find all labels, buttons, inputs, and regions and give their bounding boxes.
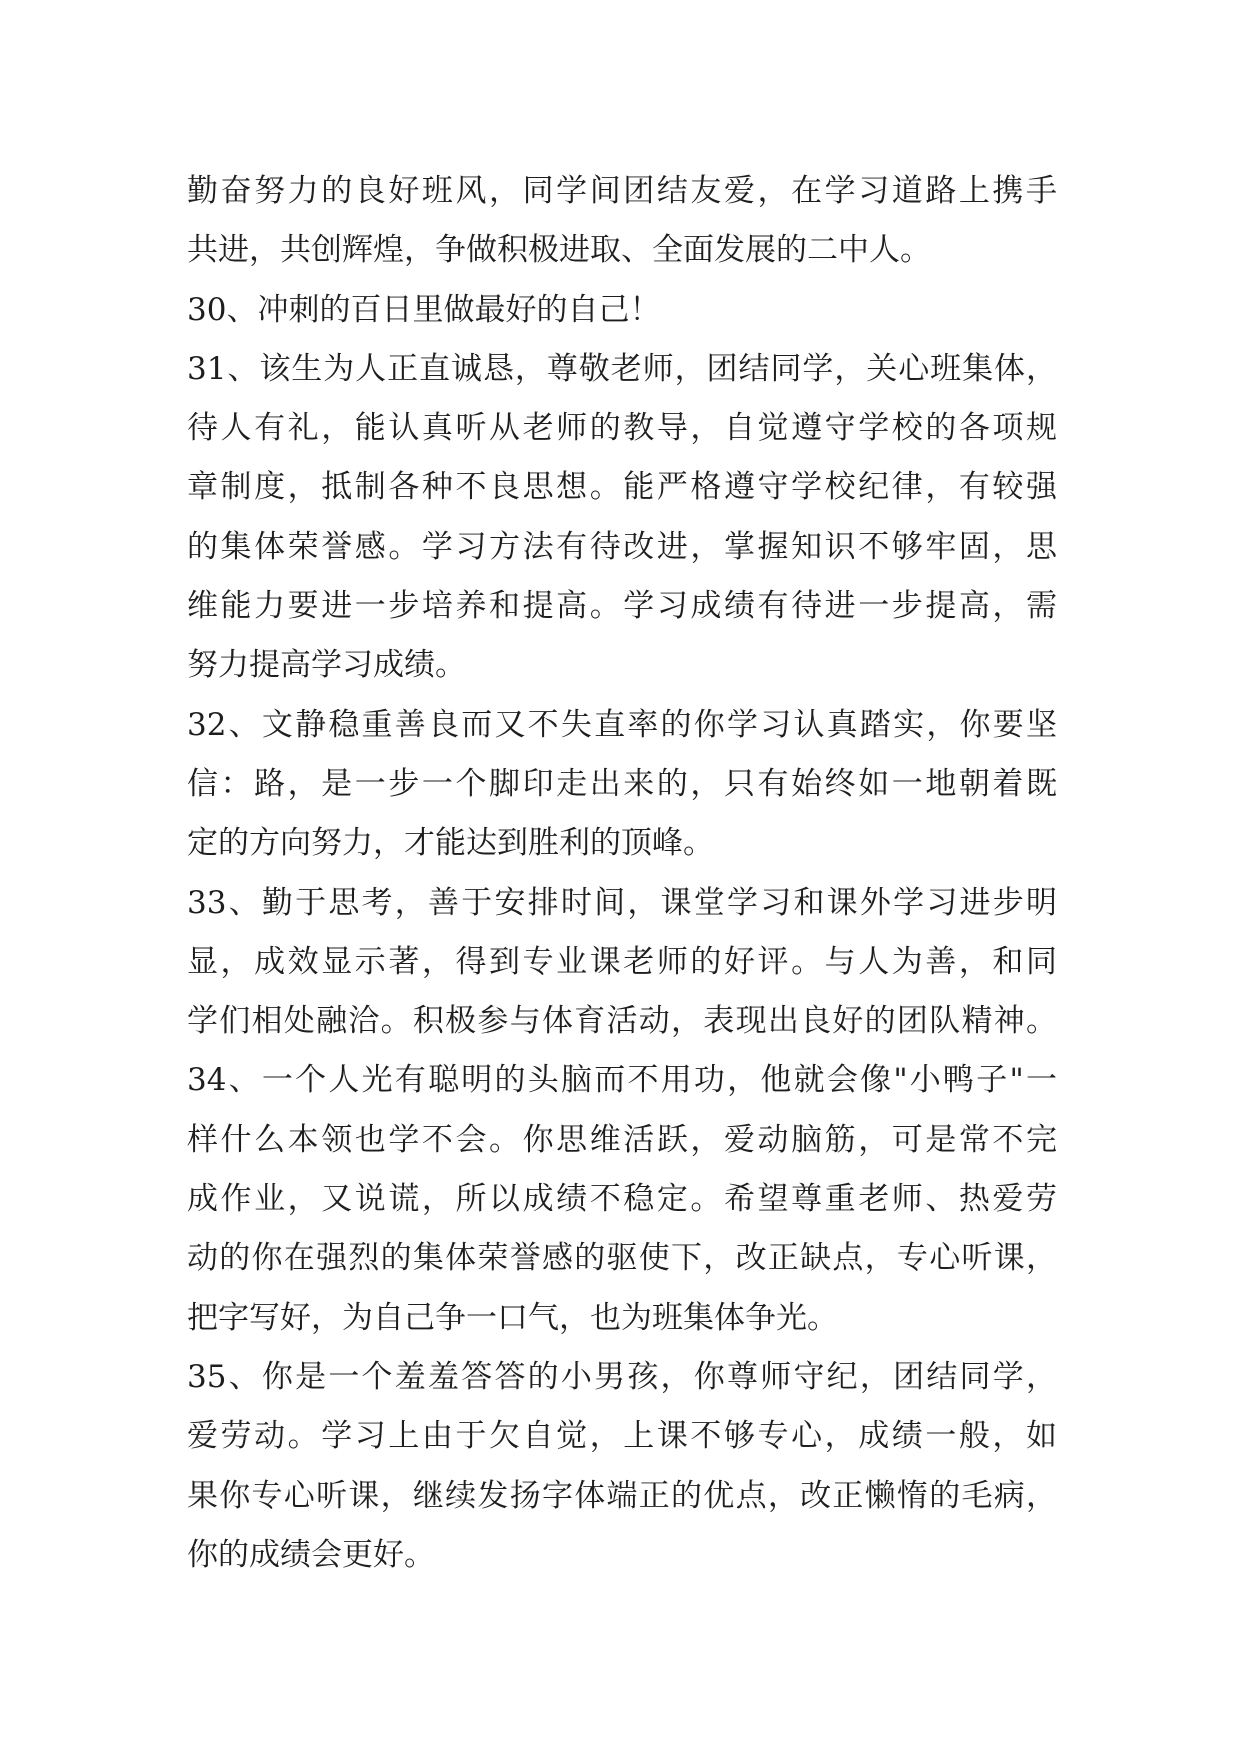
text-line: 果你专心听课，继续发扬字体端正的优点，改正懒惰的毛病，: [187, 1477, 1057, 1514]
text-line: 章制度，抵制各种不良思想。能严格遵守学校纪律，有较强: [187, 469, 1057, 506]
text-line: 33、勤于思考，善于安排时间，课堂学习和课外学习进步明: [187, 884, 1057, 921]
text-line: 努力提高学习成绩。: [187, 647, 466, 684]
text-line: 显，成效显示著，得到专业课老师的好评。与人为善，和同: [187, 943, 1057, 980]
text-line: 维能力要进一步培养和提高。学习成绩有待进一步提高，需: [187, 588, 1057, 625]
text-line: 30、冲刺的百日里做最好的自己！: [187, 291, 661, 328]
text-line: 你的成绩会更好。: [187, 1536, 435, 1573]
document-body: [187, 162, 1057, 1585]
text-line: 待人有礼，能认真听从老师的教导，自觉遵守学校的各项规: [187, 410, 1057, 447]
text-line: 31、该生为人正直诚恳，尊敬老师，团结同学，关心班集体，: [187, 350, 1057, 387]
text-line: 35、你是一个羞羞答答的小男孩，你尊师守纪，团结同学，: [187, 1358, 1057, 1395]
text-line: 爱劳动。学习上由于欠自觉，上课不够专心，成绩一般，如: [187, 1418, 1057, 1455]
text-line: 定的方向努力，才能达到胜利的顶峰。: [187, 825, 714, 862]
text-line: 32、文静稳重善良而又不失直率的你学习认真踏实，你要坚: [187, 706, 1057, 743]
text-line: 共进，共创辉煌，争做积极进取、全面发展的二中人。: [187, 232, 931, 269]
text-line: 动的你在强烈的集体荣誉感的驱使下，改正缺点，专心听课，: [187, 1240, 1057, 1277]
text-line: 样什么本领也学不会。你思维活跃，爱动脑筋，可是常不完: [187, 1121, 1057, 1158]
text-line: 34、一个人光有聪明的头脑而不用功，他就会像"小鸭子"一: [187, 1062, 1057, 1099]
text-line: 的集体荣誉感。学习方法有待改进，掌握知识不够牢固，思: [187, 528, 1057, 565]
text-line: 成作业，又说谎，所以成绩不稳定。希望尊重老师、热爱劳: [187, 1181, 1057, 1218]
text-line: 学们相处融洽。积极参与体育活动，表现出良好的团队精神。: [187, 1003, 1057, 1040]
text-line: 把字写好，为自己争一口气，也为班集体争光。: [187, 1299, 838, 1336]
text-line: 信：路，是一步一个脚印走出来的，只有始终如一地朝着既: [187, 765, 1057, 802]
text-line: 勤奋努力的良好班风，同学间团结友爱，在学习道路上携手: [187, 173, 1057, 209]
